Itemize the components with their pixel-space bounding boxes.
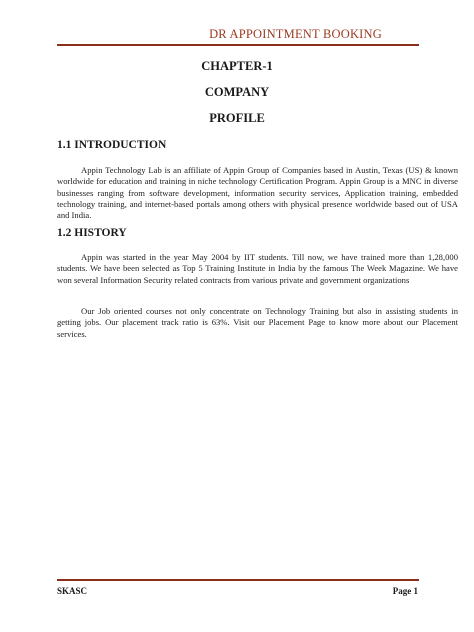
footer-rule [57,579,419,581]
page-number: Page 1 [392,586,418,596]
header-rule [57,44,419,46]
history-paragraph-2: Our Job oriented courses not only concentrate on Technology Training but also in assisting students in getting jobs. Our placement track ratio is 63%. Visit our Placement Page to know more about our Placement services. [57,306,458,339]
chapter-number: CHAPTER-1 [201,59,273,73]
section-heading-history: 1.2 HISTORY [57,227,127,239]
chapter-title-line-1: COMPANY [204,85,270,99]
footer-institution: SKASC [57,586,88,596]
header-title: DR APPOINTMENT BOOKING [209,27,382,41]
section-heading-introduction: 1.1 INTRODUCTION [57,139,167,151]
introduction-paragraph: Appin Technology Lab is an affiliate of Appin Group of Companies based in Austin, Texas (US) & known worldwide for education and training in niche technology Certification Program. Appin Group is a MNC in diverse businesses ranging from software development, information security services, Application training, embedded technology training, and internet-based portals among others with physical presence worldwide based out of USA and India. [57,165,458,221]
history-paragraph-1: Appin was started in the year May 2004 by IIT students. Till now, we have trained more than 1,28,000 students. We have been selected as Top 5 Training Institute in India by the famous The Week Magazine. We have won several Information Security related contracts from various private and government organizations [57,252,458,285]
chapter-title-line-2: PROFILE [209,111,265,125]
